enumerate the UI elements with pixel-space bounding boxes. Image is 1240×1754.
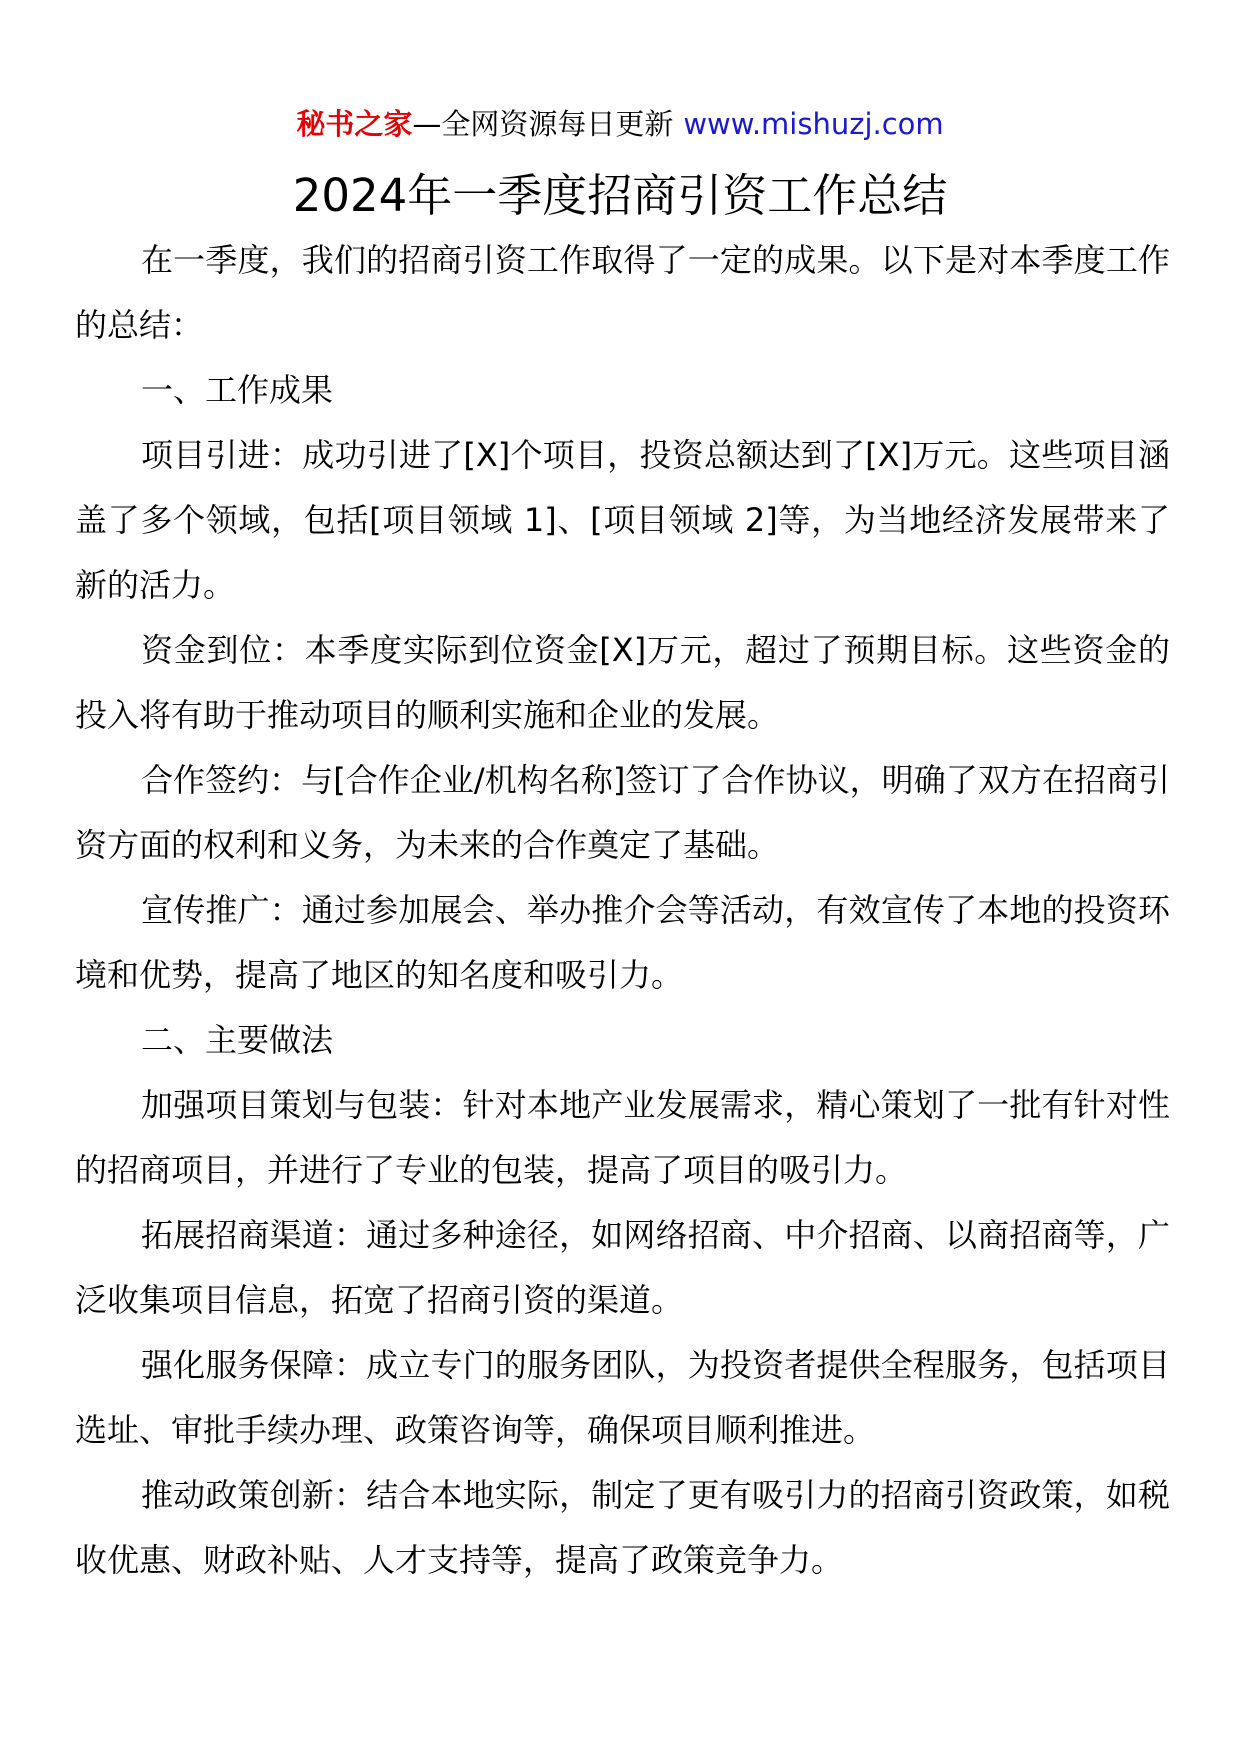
site-tagline: —全网资源每日更新 [412,107,674,141]
brand-name: 秘书之家 [296,107,413,141]
paragraph-promotion: 宣传推广：通过参加展会、举办推介会等活动，有效宣传了本地的投资环境和优势，提高了地区的知名度和吸引力。 [75,891,1170,994]
paragraph-funds-in-place: 资金到位：本季度实际到位资金[X]万元，超过了预期目标。这些资金的投入将有助于推动项目的顺利实施和企业的发展。 [75,631,1170,734]
paragraph-project-planning: 加强项目策划与包装：针对本地产业发展需求，精心策划了一批有针对性的招商项目，并进行了专业的包装，提高了项目的吸引力。 [75,1086,1170,1189]
paragraph-service-guarantee: 强化服务保障：成立专门的服务团队，为投资者提供全程服务，包括项目选址、审批手续办理、政策咨询等，确保项目顺利推进。 [75,1346,1170,1449]
paragraph-project-introduction: 项目引进：成功引进了[X]个项目，投资总额达到了[X]万元。这些项目涵盖了多个领域，包括[项目领域 1]、[项目领域 2]等，为当地经济发展带来了新的活力。 [75,436,1170,604]
site-url-link[interactable]: www.mishuzj.com [683,107,944,141]
document-body [75,228,1170,1593]
document-title: 2024年一季度招商引资工作总结 [292,169,948,222]
site-header [0,102,1240,146]
paragraph-channel-expansion: 拓展招商渠道：通过多种途径，如网络招商、中介招商、以商招商等，广泛收集项目信息，拓宽了招商引资的渠道。 [75,1216,1170,1319]
section-heading-methods: 二、主要做法 [141,1021,334,1059]
section-heading-results: 一、工作成果 [141,371,334,409]
paragraph-cooperation-signing: 合作签约：与[合作企业/机构名称]签订了合作协议，明确了双方在招商引资方面的权利和义务，为未来的合作奠定了基础。 [75,761,1170,864]
paragraph-policy-innovation: 推动政策创新：结合本地实际，制定了更有吸引力的招商引资政策，如税收优惠、财政补贴、人才支持等，提高了政策竞争力。 [75,1476,1170,1579]
intro-paragraph: 在一季度，我们的招商引资工作取得了一定的成果。以下是对本季度工作的总结： [75,241,1170,344]
